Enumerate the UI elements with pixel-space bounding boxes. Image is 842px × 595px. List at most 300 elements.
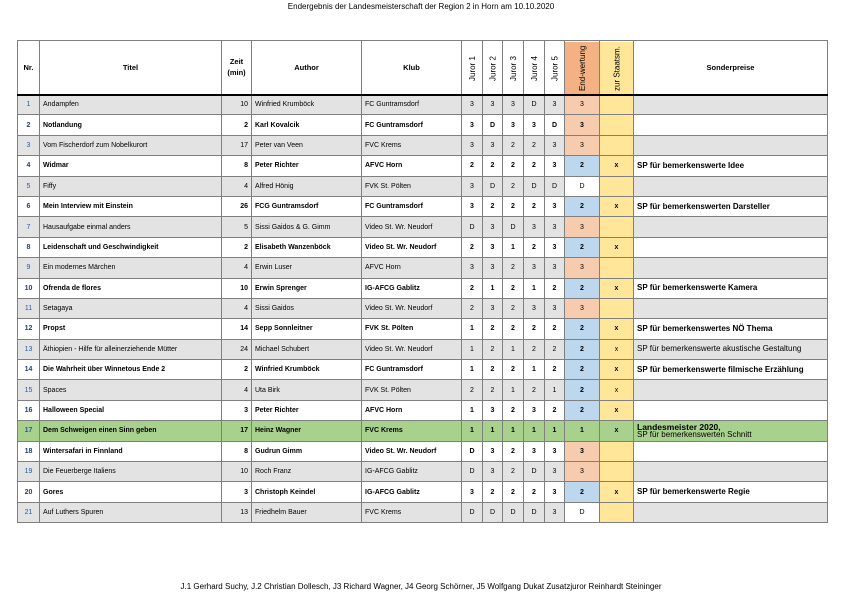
row-number: 18 — [18, 441, 40, 461]
row-special-prize — [634, 95, 828, 115]
header-juror-2: Juror 2 — [483, 41, 503, 95]
row-juror-3-score: 1 — [503, 421, 524, 441]
header-endwertung: End-wertung — [565, 41, 600, 95]
row-special-prize-subtitle: SP für bemerkenswerten Schnitt — [637, 429, 752, 439]
row-juror-4-score: 2 — [524, 237, 545, 257]
row-juror-3-score: 2 — [503, 482, 524, 502]
row-juror-1-score: D — [462, 502, 483, 522]
row-duration: 2 — [222, 360, 252, 380]
row-staatsmeisterschaft-mark — [600, 462, 634, 482]
row-juror-1-score: 1 — [462, 421, 483, 441]
row-juror-1-score: 3 — [462, 95, 483, 115]
row-juror-1-score: 3 — [462, 115, 483, 135]
row-author: Peter van Veen — [252, 135, 362, 155]
row-juror-3-score: 1 — [503, 237, 524, 257]
row-final-score: 2 — [565, 400, 600, 420]
row-club: Video St. Wr. Neudorf — [362, 217, 462, 237]
table-row — [18, 339, 828, 359]
row-number: 14 — [18, 360, 40, 380]
table-row — [18, 421, 828, 441]
row-staatsmeisterschaft-mark — [600, 258, 634, 278]
row-staatsmeisterschaft-mark — [600, 135, 634, 155]
row-number: 12 — [18, 319, 40, 339]
row-juror-2-score: 3 — [483, 400, 503, 420]
row-juror-3-score: 1 — [503, 339, 524, 359]
row-final-score: 3 — [565, 441, 600, 461]
row-juror-4-score: 3 — [524, 298, 545, 318]
header-staatsmeisterschaft: zur Staatsm. — [600, 41, 634, 95]
row-author: Karl Kovalcik — [252, 115, 362, 135]
row-club: AFVC Horn — [362, 400, 462, 420]
row-title: Ein modernes Märchen — [40, 258, 222, 278]
table-row — [18, 502, 828, 522]
row-special-prize: SP für bemerkenswerte filmische Erzählung — [634, 360, 828, 380]
row-special-prize — [634, 462, 828, 482]
row-final-score: 2 — [565, 156, 600, 176]
row-number: 7 — [18, 217, 40, 237]
row-number: 5 — [18, 176, 40, 196]
row-club: Video St. Wr. Neudorf — [362, 441, 462, 461]
row-title: Mein Interview mit Einstein — [40, 196, 222, 216]
row-staatsmeisterschaft-mark — [600, 95, 634, 115]
row-juror-3-score: 2 — [503, 156, 524, 176]
row-juror-3-score: 2 — [503, 441, 524, 461]
row-duration: 4 — [222, 176, 252, 196]
row-duration: 3 — [222, 482, 252, 502]
row-juror-3-score: D — [503, 502, 524, 522]
row-special-prize — [634, 441, 828, 461]
row-title: Fiffy — [40, 176, 222, 196]
row-juror-4-score: 3 — [524, 258, 545, 278]
row-staatsmeisterschaft-mark — [600, 298, 634, 318]
row-final-score: 3 — [565, 135, 600, 155]
row-staatsmeisterschaft-mark — [600, 115, 634, 135]
row-final-score: 2 — [565, 319, 600, 339]
row-juror-4-score: 2 — [524, 135, 545, 155]
row-staatsmeisterschaft-mark: x — [600, 380, 634, 400]
row-juror-2-score: 1 — [483, 421, 503, 441]
row-juror-2-score: 3 — [483, 258, 503, 278]
row-juror-4-score: 2 — [524, 196, 545, 216]
row-title: Leidenschaft und Geschwindigkeit — [40, 237, 222, 257]
row-number: 1 — [18, 95, 40, 115]
row-club: Video St. Wr. Neudorf — [362, 237, 462, 257]
row-number: 11 — [18, 298, 40, 318]
row-special-prize — [634, 176, 828, 196]
row-juror-1-score: D — [462, 441, 483, 461]
row-duration: 4 — [222, 258, 252, 278]
row-juror-4-score: 3 — [524, 400, 545, 420]
row-juror-1-score: 1 — [462, 400, 483, 420]
row-title: Propst — [40, 319, 222, 339]
row-staatsmeisterschaft-mark — [600, 217, 634, 237]
row-juror-3-score: 2 — [503, 258, 524, 278]
row-juror-5-score: 2 — [545, 319, 565, 339]
row-final-score: 3 — [565, 217, 600, 237]
table-row — [18, 380, 828, 400]
table-row — [18, 462, 828, 482]
row-juror-3-score: 3 — [503, 115, 524, 135]
row-title: Dem Schweigen einen Sinn geben — [40, 421, 222, 441]
row-juror-3-score: 2 — [503, 298, 524, 318]
row-juror-2-score: 2 — [483, 319, 503, 339]
row-author: Heinz Wagner — [252, 421, 362, 441]
row-final-score: 2 — [565, 360, 600, 380]
row-title: Gores — [40, 482, 222, 502]
row-juror-5-score: 3 — [545, 298, 565, 318]
table-row — [18, 156, 828, 176]
row-juror-4-score: 3 — [524, 441, 545, 461]
row-author: Winfried Krumböck — [252, 95, 362, 115]
row-juror-2-score: 1 — [483, 278, 503, 298]
row-title: Spaces — [40, 380, 222, 400]
row-duration: 26 — [222, 196, 252, 216]
row-club: FVC Krems — [362, 135, 462, 155]
row-juror-2-score: 2 — [483, 360, 503, 380]
row-juror-1-score: 2 — [462, 278, 483, 298]
row-special-prize — [634, 258, 828, 278]
row-special-prize: SP für bemerkenswerte akustische Gestaltung — [634, 339, 828, 359]
row-number: 8 — [18, 237, 40, 257]
row-author: Uta Birk — [252, 380, 362, 400]
row-title: Vom Fischerdorf zum Nobelkurort — [40, 135, 222, 155]
row-final-score: 3 — [565, 258, 600, 278]
table-row — [18, 482, 828, 502]
row-number: 4 — [18, 156, 40, 176]
header-juror-3: Juror 3 — [503, 41, 524, 95]
row-juror-2-score: 2 — [483, 339, 503, 359]
header-sonderpreise: Sonderpreise — [634, 41, 828, 95]
header-author: Author — [252, 41, 362, 95]
row-juror-5-score: 3 — [545, 196, 565, 216]
row-juror-2-score: 2 — [483, 196, 503, 216]
row-juror-1-score: 3 — [462, 482, 483, 502]
row-author: Roch Franz — [252, 462, 362, 482]
row-club: FC Guntramsdorf — [362, 196, 462, 216]
row-juror-2-score: 3 — [483, 95, 503, 115]
row-juror-3-score: 1 — [503, 380, 524, 400]
row-juror-1-score: D — [462, 217, 483, 237]
row-juror-3-score: 2 — [503, 278, 524, 298]
table-row — [18, 298, 828, 318]
table-row — [18, 360, 828, 380]
row-juror-4-score: 2 — [524, 319, 545, 339]
row-duration: 17 — [222, 421, 252, 441]
row-juror-2-score: D — [483, 176, 503, 196]
table-row — [18, 115, 828, 135]
row-final-score: 1 — [565, 421, 600, 441]
row-final-score: 3 — [565, 95, 600, 115]
row-juror-3-score: 2 — [503, 400, 524, 420]
row-special-prize — [634, 400, 828, 420]
row-number: 21 — [18, 502, 40, 522]
row-juror-2-score: 2 — [483, 482, 503, 502]
row-title: Halloween Special — [40, 400, 222, 420]
row-juror-4-score: 3 — [524, 217, 545, 237]
row-staatsmeisterschaft-mark — [600, 176, 634, 196]
row-staatsmeisterschaft-mark: x — [600, 421, 634, 441]
header-klub: Klub — [362, 41, 462, 95]
row-special-prize: SP für bemerkenswerte Kamera — [634, 278, 828, 298]
page-title: Endergebnis der Landesmeisterschaft der Region 2 in Horn am 10.10.2020 — [287, 2, 555, 11]
row-duration: 14 — [222, 319, 252, 339]
row-juror-2-score: D — [483, 115, 503, 135]
row-juror-4-score: D — [524, 95, 545, 115]
row-special-prize: SP für bemerkenswerte Idee — [634, 156, 828, 176]
row-author: Sepp Sonnleitner — [252, 319, 362, 339]
row-number: 3 — [18, 135, 40, 155]
row-juror-5-score: 2 — [545, 339, 565, 359]
row-juror-5-score: 2 — [545, 278, 565, 298]
row-juror-3-score: 2 — [503, 176, 524, 196]
row-juror-5-score: 3 — [545, 95, 565, 115]
row-juror-2-score: 3 — [483, 135, 503, 155]
row-club: FVC Krems — [362, 502, 462, 522]
header-juror-1: Juror 1 — [462, 41, 483, 95]
row-final-score: 3 — [565, 298, 600, 318]
row-special-prize: SP für bemerkenswerten Darsteller — [634, 196, 828, 216]
row-final-score: 2 — [565, 196, 600, 216]
row-juror-3-score: 3 — [503, 95, 524, 115]
row-club: FC Guntramsdorf — [362, 115, 462, 135]
row-juror-2-score: 3 — [483, 237, 503, 257]
row-juror-1-score: D — [462, 462, 483, 482]
row-number: 13 — [18, 339, 40, 359]
row-final-score: 2 — [565, 380, 600, 400]
header-nr: Nr. — [18, 41, 40, 95]
row-club: IG-AFCG Gablitz — [362, 462, 462, 482]
row-juror-5-score: 3 — [545, 135, 565, 155]
row-author: Michael Schubert — [252, 339, 362, 359]
row-juror-5-score: D — [545, 176, 565, 196]
row-juror-1-score: 2 — [462, 237, 483, 257]
row-author: Erwin Sprenger — [252, 278, 362, 298]
row-juror-1-score: 3 — [462, 176, 483, 196]
row-author: FCG Guntramsdorf — [252, 196, 362, 216]
row-final-score: 2 — [565, 278, 600, 298]
row-author: Sissi Gaidos & G. Gimm — [252, 217, 362, 237]
row-juror-5-score: 2 — [545, 360, 565, 380]
row-club: FC Guntramsdorf — [362, 95, 462, 115]
row-juror-5-score: 3 — [545, 156, 565, 176]
row-special-prize — [634, 135, 828, 155]
row-duration: 5 — [222, 217, 252, 237]
row-author: Christoph Keindel — [252, 482, 362, 502]
row-club: IG-AFCG Gablitz — [362, 482, 462, 502]
header-row — [18, 41, 828, 95]
row-club: FVK St. Pölten — [362, 380, 462, 400]
row-final-score: 2 — [565, 237, 600, 257]
row-juror-2-score: D — [483, 502, 503, 522]
row-title: Die Feuerberge Italiens — [40, 462, 222, 482]
row-final-score: D — [565, 502, 600, 522]
row-juror-1-score: 3 — [462, 135, 483, 155]
row-author: Friedhelm Bauer — [252, 502, 362, 522]
header-juror-4: Juror 4 — [524, 41, 545, 95]
row-juror-2-score: 3 — [483, 298, 503, 318]
table-row — [18, 319, 828, 339]
row-juror-3-score: 2 — [503, 319, 524, 339]
row-juror-5-score: 3 — [545, 502, 565, 522]
row-club: FVK St. Pölten — [362, 319, 462, 339]
row-staatsmeisterschaft-mark: x — [600, 237, 634, 257]
row-special-prize — [634, 217, 828, 237]
row-number: 19 — [18, 462, 40, 482]
table-row — [18, 135, 828, 155]
row-staatsmeisterschaft-mark — [600, 441, 634, 461]
row-author: Winfried Krumböck — [252, 360, 362, 380]
row-title: Notlandung — [40, 115, 222, 135]
row-final-score: 3 — [565, 115, 600, 135]
table-row — [18, 196, 828, 216]
row-juror-3-score: 2 — [503, 462, 524, 482]
row-number: 2 — [18, 115, 40, 135]
row-staatsmeisterschaft-mark: x — [600, 339, 634, 359]
row-author: Erwin Luser — [252, 258, 362, 278]
row-duration: 10 — [222, 95, 252, 115]
row-club: FVC Krems — [362, 421, 462, 441]
table-row — [18, 217, 828, 237]
row-juror-3-score: 2 — [503, 196, 524, 216]
row-juror-5-score: 1 — [545, 380, 565, 400]
row-final-score: D — [565, 176, 600, 196]
row-staatsmeisterschaft-mark: x — [600, 360, 634, 380]
row-juror-1-score: 3 — [462, 196, 483, 216]
row-juror-5-score: 3 — [545, 217, 565, 237]
row-juror-4-score: 2 — [524, 339, 545, 359]
row-title: Widmar — [40, 156, 222, 176]
row-juror-4-score: 1 — [524, 278, 545, 298]
row-duration: 3 — [222, 400, 252, 420]
row-title: Äthiopien - Hilfe für alleinerziehende Mütter — [40, 339, 222, 359]
row-juror-2-score: 2 — [483, 380, 503, 400]
row-number: 6 — [18, 196, 40, 216]
row-number: 15 — [18, 380, 40, 400]
row-final-score: 2 — [565, 482, 600, 502]
row-juror-5-score: 1 — [545, 421, 565, 441]
row-author: Elisabeth Wanzenböck — [252, 237, 362, 257]
table-row — [18, 278, 828, 298]
row-special-prize — [634, 421, 828, 441]
row-juror-1-score: 1 — [462, 360, 483, 380]
row-special-prize — [634, 502, 828, 522]
row-author: Gudrun Gimm — [252, 441, 362, 461]
header-titel: Titel — [40, 41, 222, 95]
row-juror-5-score: 2 — [545, 400, 565, 420]
row-title: Die Wahrheit über Winnetous Ende 2 — [40, 360, 222, 380]
row-club: AFVC Horn — [362, 258, 462, 278]
header-juror-5: Juror 5 — [545, 41, 565, 95]
row-juror-5-score: 3 — [545, 462, 565, 482]
row-club: IG-AFCG Gablitz — [362, 278, 462, 298]
row-duration: 8 — [222, 156, 252, 176]
row-special-prize — [634, 237, 828, 257]
row-number: 10 — [18, 278, 40, 298]
row-club: AFVC Horn — [362, 156, 462, 176]
row-juror-2-score: 3 — [483, 217, 503, 237]
row-club: FC Guntramsdorf — [362, 360, 462, 380]
row-juror-4-score: D — [524, 176, 545, 196]
row-juror-4-score: D — [524, 462, 545, 482]
row-final-score: 2 — [565, 339, 600, 359]
row-juror-4-score: 1 — [524, 360, 545, 380]
row-juror-1-score: 2 — [462, 380, 483, 400]
row-number: 16 — [18, 400, 40, 420]
row-juror-2-score: 2 — [483, 156, 503, 176]
row-juror-3-score: 2 — [503, 360, 524, 380]
row-juror-2-score: 3 — [483, 441, 503, 461]
row-author: Peter Richter — [252, 400, 362, 420]
row-staatsmeisterschaft-mark: x — [600, 482, 634, 502]
row-special-prize: SP für bemerkenswertes NÖ Thema — [634, 319, 828, 339]
row-duration: 10 — [222, 462, 252, 482]
table-row — [18, 441, 828, 461]
row-special-prize: SP für bemerkenswerte Regie — [634, 482, 828, 502]
row-juror-4-score: 2 — [524, 380, 545, 400]
row-special-prize — [634, 380, 828, 400]
row-club: Video St. Wr. Neudorf — [362, 339, 462, 359]
row-duration: 4 — [222, 380, 252, 400]
row-duration: 17 — [222, 135, 252, 155]
row-author: Sissi Gaidos — [252, 298, 362, 318]
row-juror-3-score: D — [503, 217, 524, 237]
table-row — [18, 400, 828, 420]
row-juror-4-score: 3 — [524, 115, 545, 135]
row-staatsmeisterschaft-mark: x — [600, 400, 634, 420]
row-duration: 4 — [222, 298, 252, 318]
header-zeit: Zeit (min) — [222, 41, 252, 95]
row-final-score: 3 — [565, 462, 600, 482]
row-duration: 13 — [222, 502, 252, 522]
row-number: 9 — [18, 258, 40, 278]
row-title: Andampfen — [40, 95, 222, 115]
row-staatsmeisterschaft-mark: x — [600, 156, 634, 176]
row-juror-1-score: 2 — [462, 298, 483, 318]
results-table — [17, 40, 828, 523]
row-duration: 10 — [222, 278, 252, 298]
row-club: FVK St. Pölten — [362, 176, 462, 196]
row-duration: 24 — [222, 339, 252, 359]
row-club: Video St. Wr. Neudorf — [362, 298, 462, 318]
row-title: Ofrenda de flores — [40, 278, 222, 298]
row-staatsmeisterschaft-mark: x — [600, 278, 634, 298]
row-author: Peter Richter — [252, 156, 362, 176]
row-duration: 8 — [222, 441, 252, 461]
jury-list: J.1 Gerhard Suchy, J.2 Christian Dollesch, J3 Richard Wagner, J4 Georg Schörner, J5 Wolfgang Dukat Zusatzjuror Reinhardt Steininger — [180, 582, 662, 591]
table-row — [18, 258, 828, 278]
row-juror-1-score: 2 — [462, 156, 483, 176]
row-duration: 2 — [222, 115, 252, 135]
row-juror-4-score: 2 — [524, 156, 545, 176]
row-juror-2-score: 3 — [483, 462, 503, 482]
row-juror-5-score: 3 — [545, 482, 565, 502]
row-juror-4-score: D — [524, 502, 545, 522]
row-juror-5-score: 3 — [545, 441, 565, 461]
row-juror-5-score: 3 — [545, 237, 565, 257]
row-special-prize — [634, 115, 828, 135]
row-number: 20 — [18, 482, 40, 502]
row-staatsmeisterschaft-mark — [600, 502, 634, 522]
row-staatsmeisterschaft-mark: x — [600, 319, 634, 339]
row-special-prize — [634, 298, 828, 318]
table-row — [18, 95, 828, 115]
row-juror-4-score: 2 — [524, 482, 545, 502]
row-duration: 2 — [222, 237, 252, 257]
row-author: Alfred Hönig — [252, 176, 362, 196]
row-juror-1-score: 1 — [462, 319, 483, 339]
row-title: Auf Luthers Spuren — [40, 502, 222, 522]
table-row — [18, 176, 828, 196]
